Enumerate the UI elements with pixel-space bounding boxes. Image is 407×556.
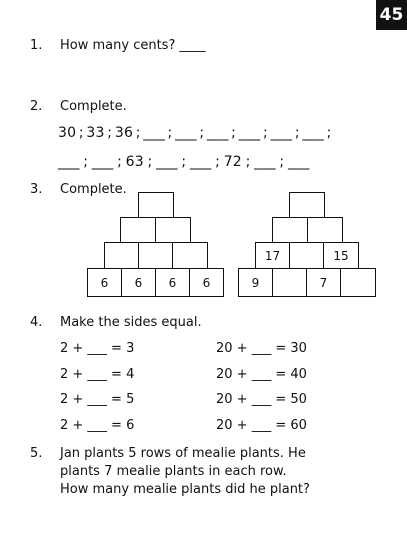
pyramid-cell[interactable] [138, 242, 173, 269]
question-2-text: Complete. [60, 99, 127, 114]
pyramid-cell: 6 [121, 268, 156, 297]
coin-value: 20 [304, 52, 318, 63]
coin-value: 10 [275, 52, 289, 62]
pyramid-cell[interactable] [104, 242, 139, 269]
equation: 2 + ___ = 5 [60, 392, 135, 407]
coin-value: 10 [239, 63, 253, 73]
pyramid-cell[interactable] [272, 268, 307, 297]
equation: 2 + ___ = 4 [60, 367, 135, 382]
coin-icon [92, 58, 124, 90]
question-5-line: How many mealie plants did he plant? [60, 482, 310, 497]
equation: 2 + ___ = 6 [60, 418, 135, 433]
pyramid-cell[interactable] [340, 268, 376, 297]
pyramid-cell: 15 [323, 242, 359, 269]
page-number: 45 [376, 0, 407, 30]
pyramid-cell[interactable] [155, 217, 191, 243]
question-5-line: plants 7 mealie plants in each row. [60, 464, 287, 479]
number-sequence-row-1: 30 ; 33 ; 36 ; ___ ; ___ ; ___ ; ___ ; ___ ; ___ ; [58, 125, 332, 141]
pyramid-cell: 6 [189, 268, 224, 297]
pyramid-cell[interactable] [307, 217, 343, 243]
pyramid-cell[interactable] [289, 192, 325, 218]
question-3-text: Complete. [60, 182, 127, 197]
equation: 20 + ___ = 50 [216, 392, 307, 407]
question-5-line: Jan plants 5 rows of mealie plants. He [60, 446, 306, 461]
pyramid-cell: 6 [155, 268, 190, 297]
question-5-number: 5. [30, 446, 43, 461]
coin-value: 20 [137, 70, 153, 83]
coin-value: 5 [209, 71, 217, 81]
question-4-text: Make the sides equal. [60, 315, 202, 330]
coin-value: 20 [99, 68, 117, 82]
question-3-number: 3. [30, 182, 43, 197]
question-1-text: How many cents? ____ [60, 38, 206, 53]
pyramid-cell[interactable] [120, 217, 156, 243]
pyramid-cell[interactable] [272, 217, 308, 243]
pyramid-cell: 7 [306, 268, 341, 297]
equation: 20 + ___ = 30 [216, 341, 307, 356]
pyramid-cell[interactable] [172, 242, 208, 269]
equation: 2 + ___ = 3 [60, 341, 135, 356]
coin-value: 10 [173, 73, 187, 84]
pyramid-cell: 6 [87, 268, 122, 297]
pyramid-cell: 9 [238, 268, 273, 297]
pyramid-cell: 17 [255, 242, 290, 269]
coin-icon [167, 64, 193, 90]
question-2-number: 2. [30, 99, 43, 114]
coin-icon [297, 42, 325, 70]
question-1-number: 1. [30, 38, 43, 53]
equation: 20 + ___ = 60 [216, 418, 307, 433]
number-sequence-row-2: ___ ; ___ ; 63 ; ___ ; ___ ; 72 ; ___ ; ___ [58, 154, 310, 170]
pyramid-cell[interactable] [289, 242, 324, 269]
coin-icon [269, 42, 295, 68]
coin-icon [202, 63, 224, 85]
coin-value: 20 [260, 75, 274, 86]
pyramid-cell[interactable] [138, 192, 174, 218]
question-4-number: 4. [30, 315, 43, 330]
coin-icon [253, 65, 281, 93]
coin-icon [130, 60, 160, 90]
equation: 20 + ___ = 40 [216, 367, 307, 382]
